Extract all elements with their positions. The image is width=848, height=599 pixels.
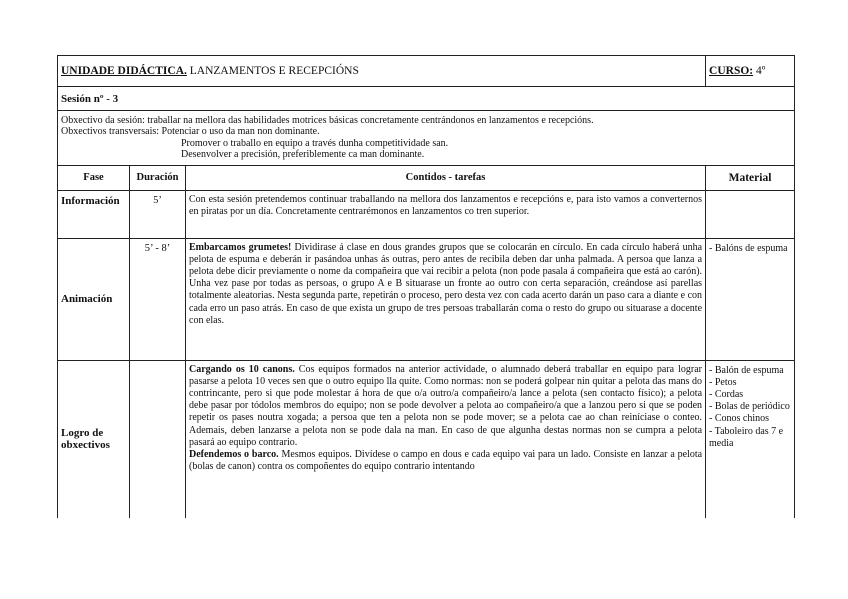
main-objective: Obxectivo da sesión: traballar na mellora das habilidades motrices básicas concretamente centrándonos en lanzamentos e recepcións. — [61, 115, 594, 126]
table-row — [58, 238, 795, 360]
transversal-objective: Potenciar o uso da man non dominante. — [161, 126, 320, 138]
session-label: Sesión nº - 3 — [58, 87, 795, 111]
material-item: - Bolas de periódico — [709, 401, 790, 413]
course-label: CURSO: — [709, 65, 754, 77]
lesson-plan-page — [57, 55, 794, 518]
duration-cell: 5’ — [130, 190, 186, 238]
material-item: - Balóns de espuma — [709, 242, 788, 254]
course-cell — [706, 56, 795, 87]
material-cell — [706, 360, 795, 518]
course-value: 4º — [756, 65, 766, 77]
unit-cell — [58, 56, 706, 87]
material-item: - Petos — [709, 376, 737, 388]
activity-title: Cargando os 10 canons. — [189, 363, 295, 375]
material-item: - Balón de espuma — [709, 364, 784, 376]
phase-cell: Animación — [58, 238, 130, 360]
column-header-content: Contidos - tarefas — [186, 165, 706, 190]
transversal-objective: Promover o traballo en equipo a través dunha competitividade san. — [181, 137, 449, 149]
unit-header-row — [58, 56, 795, 87]
material-cell — [706, 190, 795, 238]
table-row — [58, 190, 795, 238]
material-item: - Conos chinos — [709, 413, 770, 425]
content-cell — [186, 360, 706, 518]
material-cell — [706, 238, 795, 360]
activity-text: Con esta sesión pretendemos continuar traballando na mellora dos lanzamentos e recepcións e, para isto vamos a converternos en piratas por un día. Concretamente centrarémonos en lanzamentos co tren superior. — [189, 193, 703, 217]
phase-cell: Información — [58, 190, 130, 238]
session-row — [58, 87, 795, 111]
table-row — [58, 360, 795, 518]
transversal-label: Obxectivos transversais: — [61, 126, 160, 138]
material-item: - Cordas — [709, 389, 744, 401]
content-cell — [186, 238, 706, 360]
duration-cell — [130, 360, 186, 518]
column-header-phase: Fase — [58, 165, 130, 190]
activity-title: Embarcamos grumetes! — [189, 241, 292, 253]
activity-text: Mesmos equipos. Divídese o campo en dous e cada equipo vai para un lado. Consiste en lanzar a pelota (bolas de canon) contra os compoñentes do equipo contrario intentando — [189, 449, 703, 473]
activity-text: Dividirase á clase en dous grandes grupos que se colocarán en círculo. En cada círculo haberá unha pelota de espuma e deberán ir pasándoa unhas ás outras, pero antes de recibila deben dar unha palmada. A persoa que lanza a pelota debe dicir previamente o nome da compañeira que vai recibir a pelota (non pode pasala á compañeira que está ao carón). Unha vez pase por todas as persoas, o grupo A e B situarase un fronte ao outro con certa separación, creándose así parellas totalmente aleatorias. Nesta segunda parte, repetirán o proceso, pero desta vez con cada acerto darán un paso cara a diante e con cada erro un paso atrás. En caso de que exista un grupo de tres persoas traballarán coma o resto do grupo ou situarase a docente con elas. — [189, 241, 703, 326]
objectives-cell — [58, 111, 795, 166]
column-header-duration: Duración — [130, 165, 186, 190]
activity-text: Cos equipos formados na anterior actividade, o alumnado deberá traballar en equipo para lograr pasarse a pelota 10 veces sen que o outro equipo lla quite. Como normas: non se poderá golpear nin quitar a pelota das mans do contrincante, pero si que pode molestar á hora de que o/a outro/a compañeiro/a lance a pelota (sen contacto físico); a pelota debe pasar por tódolos membros do equipo; non se pode devolver a pelota ao compañeiro/a que a lanzou pero si que se poden repetir os pases noutra xogada; a persoa que ten a pelota non se pode mover; se a pelota cae ao chan reiníciase o conteo. Ademais, deben lanzarse a pelota non se pode dala na man. En caso de que algunha destas normas non se cumpra a pelota pasará ao equipo contrario. — [189, 363, 703, 448]
unit-label: UNIDADE DIDÁCTICA. — [61, 65, 187, 77]
material-item: - Taboleiro das 7 e media — [709, 425, 784, 449]
phase-cell: Logro de obxectivos — [58, 360, 130, 518]
column-header-row — [58, 165, 795, 190]
duration-cell: 5’ - 8’ — [130, 238, 186, 360]
column-header-material: Material — [706, 165, 795, 190]
activity-title: Defendemos o barco. — [189, 449, 279, 461]
content-cell — [186, 190, 706, 238]
transversal-objective: Desenvolver a precisión, preferiblemente ca man dominante. — [181, 149, 425, 161]
unit-title: LANZAMENTOS E RECEPCIÓNS — [189, 65, 359, 77]
objectives-row — [58, 111, 795, 166]
lesson-plan-table — [57, 55, 795, 518]
